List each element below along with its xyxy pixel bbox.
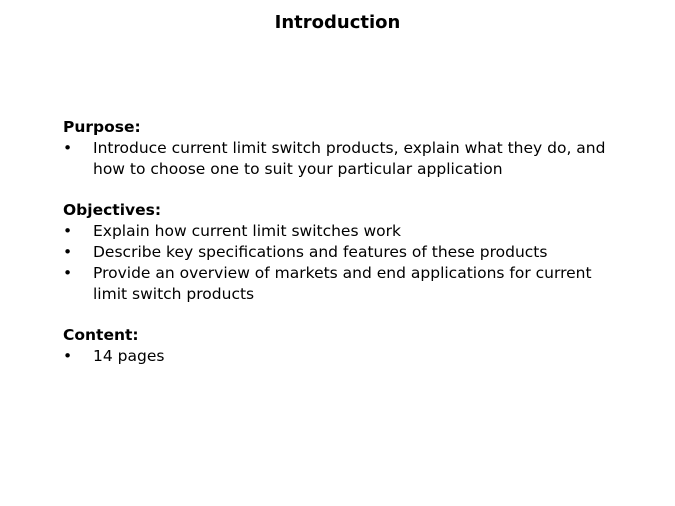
list-item: • Provide an overview of markets and end applications for current limit switch products <box>63 263 592 303</box>
slide-content <box>63 117 623 367</box>
section-heading: Purpose: <box>63 118 141 136</box>
list-item: • Explain how current limit switches work <box>63 222 401 241</box>
bullet-icon: • <box>63 222 73 241</box>
list-item: • Describe key specifications and features of these products <box>63 242 548 261</box>
bullet-icon: • <box>63 263 73 282</box>
bullet-icon: • <box>63 347 73 366</box>
list-item: • Introduce current limit switch products, explain what they do, and how to choose one to suit your particular application <box>63 138 606 178</box>
bullet-icon: • <box>63 138 73 157</box>
slide-title: Introduction <box>274 12 401 33</box>
list-item: • 14 pages <box>63 347 165 366</box>
section-heading: Objectives: <box>63 201 162 220</box>
bullet-icon: • <box>63 242 73 261</box>
section-heading: Content: <box>63 326 139 345</box>
